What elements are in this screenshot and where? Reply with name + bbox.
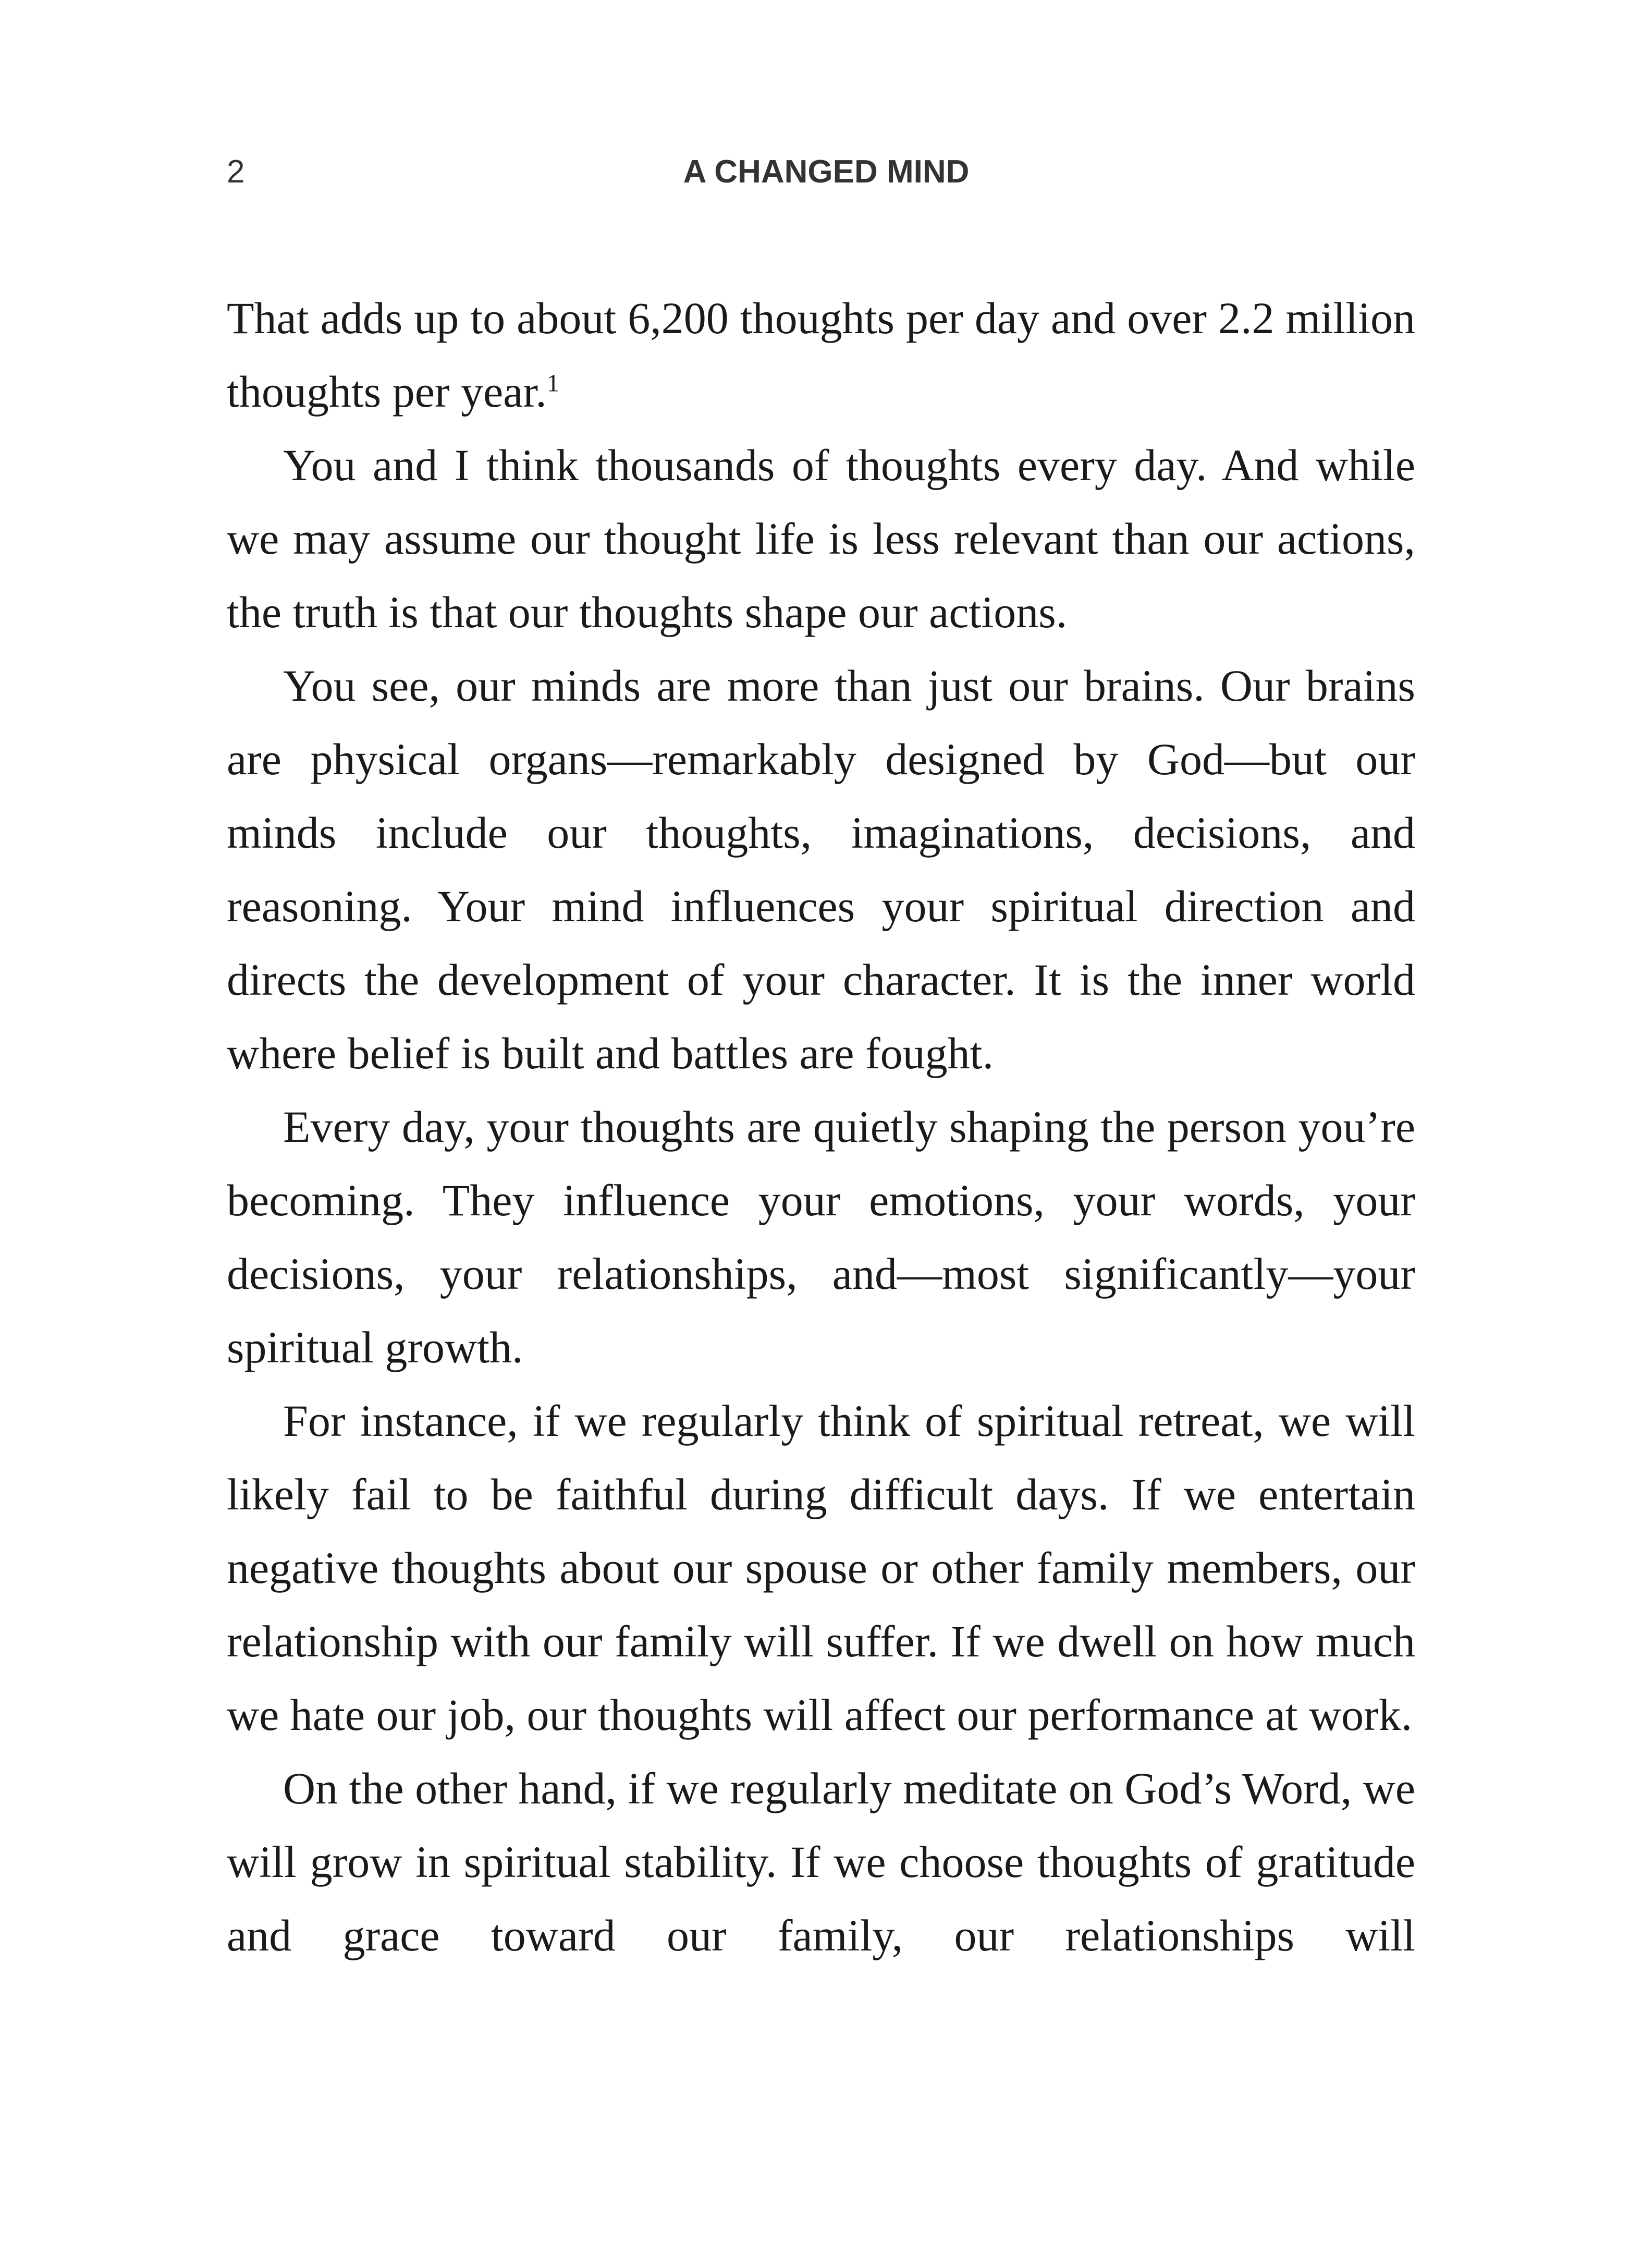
paragraph-text: That adds up to about 6,200 thoughts per day and over 2.2 million thoughts per year. [227, 293, 1415, 417]
footnote-reference[interactable]: 1 [546, 369, 559, 397]
paragraph-3: You see, our minds are more than just our brains. Our brains are physical organs—remarkably designed by God—but our minds include our thoughts, imaginations, decisions, and reasoning. Your mind influences your spiritual direction and directs the development of your character. It is the inner world where belief is built and battles are fought. [227, 661, 1415, 1078]
paragraph-4: Every day, your thoughts are quietly shaping the person you’re becoming. They influence your emotions, your words, your decisions, your relationships, and—most significantly—your spiritual growth. [227, 1102, 1415, 1372]
running-title: A CHANGED MIND [683, 154, 970, 190]
paragraph-1 [227, 282, 1415, 429]
paragraph-5: For instance, if we regularly think of spiritual retreat, we will likely fail to be faithful during difficult days. If we entertain negative thoughts about our spouse or other family members, our relationship with our family will suffer. If we dwell on how much we hate our job, our thoughts will affect our performance at work. [227, 1396, 1415, 1740]
body-text [227, 282, 1415, 1972]
paragraph-2: You and I think thousands of thoughts every day. And while we may assume our thought life is less relevant than our actions, the truth is that our thoughts shape our actions. [227, 440, 1415, 637]
page-number: 2 [227, 154, 245, 190]
paragraph-6: On the other hand, if we regularly meditate on God’s Word, we will grow in spiritual stability. If we choose thoughts of gratitude and grace toward our family, our relationships will [227, 1763, 1415, 1960]
running-header [227, 151, 1415, 193]
